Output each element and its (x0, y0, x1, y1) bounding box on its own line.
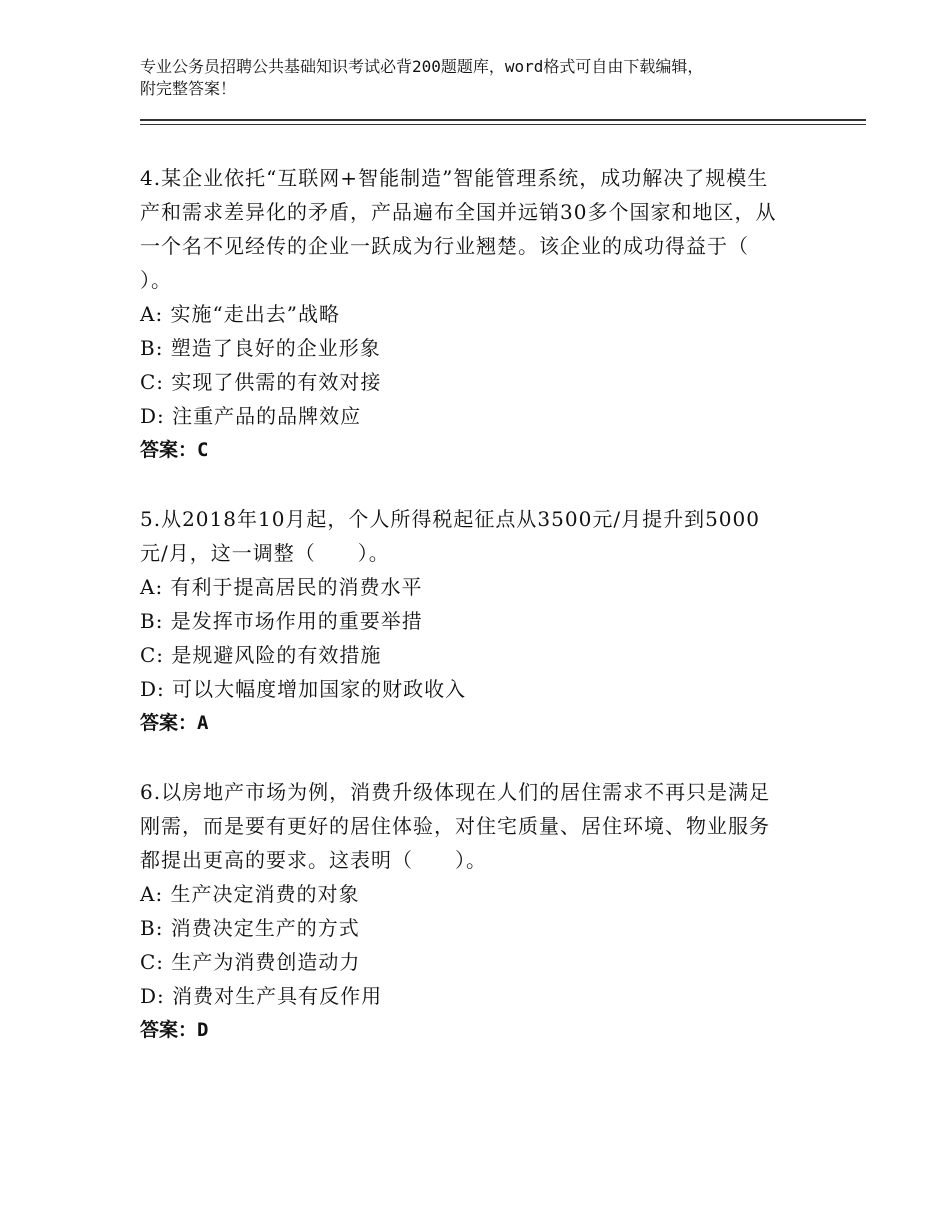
option-c: C: 是规避风险的有效措施 (140, 643, 382, 667)
option-a: A: 生产决定消费的对象 (140, 882, 360, 906)
stem-line: ）。 (140, 268, 172, 292)
question-stem (140, 502, 810, 570)
answer-line: 答案：D (140, 1019, 209, 1041)
header-line-1: 专业公务员招聘公共基础知识考试必背200题题库，word格式可自由下载编辑， (140, 57, 704, 76)
question-stem (140, 775, 810, 877)
answer-line: 答案：C (140, 439, 209, 461)
option-a: A: 实施“走出去”战略 (140, 302, 340, 326)
option-d: D: 注重产品的品牌效应 (140, 404, 362, 428)
stem-line: 一个名不见经传的企业一跃成为行业翘楚。该企业的成功得益于（ (140, 234, 749, 258)
header-rule-thin (140, 124, 866, 125)
stem-line: 4.某企业依托“互联网+智能制造”智能管理系统，成功解决了规模生 (140, 166, 769, 190)
stem-line: 产和需求差异化的矛盾，产品遍布全国并远销30多个国家和地区，从 (140, 200, 777, 224)
option-b: B: 塑造了良好的企业形象 (140, 336, 381, 360)
stem-line: 刚需，而是要有更好的居住体验，对住宅质量、居住环境、物业服务 (140, 814, 770, 838)
header-rule-thick (140, 119, 866, 121)
stem-line: 元/月，这一调整（ ）。 (140, 541, 390, 565)
option-list (140, 297, 810, 433)
question-5 (140, 502, 810, 740)
stem-line: 6.以房地产市场为例，消费升级体现在人们的居住需求不再只是满足 (140, 780, 771, 804)
stem-line: 5.从2018年10月起，个人所得税起征点从3500元/月提升到5000 (140, 507, 760, 531)
option-c: C: 实现了供需的有效对接 (140, 370, 382, 394)
option-d: D: 消费对生产具有反作用 (140, 984, 383, 1008)
answer-line: 答案：A (140, 712, 209, 734)
question-4 (140, 161, 810, 467)
option-a: A: 有利于提高居民的消费水平 (140, 575, 423, 599)
stem-line: 都提出更高的要求。这表明（ ）。 (140, 848, 487, 872)
option-b: B: 消费决定生产的方式 (140, 916, 360, 940)
option-c: C: 生产为消费创造动力 (140, 950, 361, 974)
option-list (140, 570, 810, 706)
question-6 (140, 775, 810, 1047)
header-line-2: 附完整答案！ (140, 79, 237, 98)
option-list (140, 877, 810, 1013)
question-stem (140, 161, 810, 297)
option-b: B: 是发挥市场作用的重要举措 (140, 609, 423, 633)
option-d: D: 可以大幅度增加国家的财政收入 (140, 677, 467, 701)
page-header (140, 56, 840, 100)
